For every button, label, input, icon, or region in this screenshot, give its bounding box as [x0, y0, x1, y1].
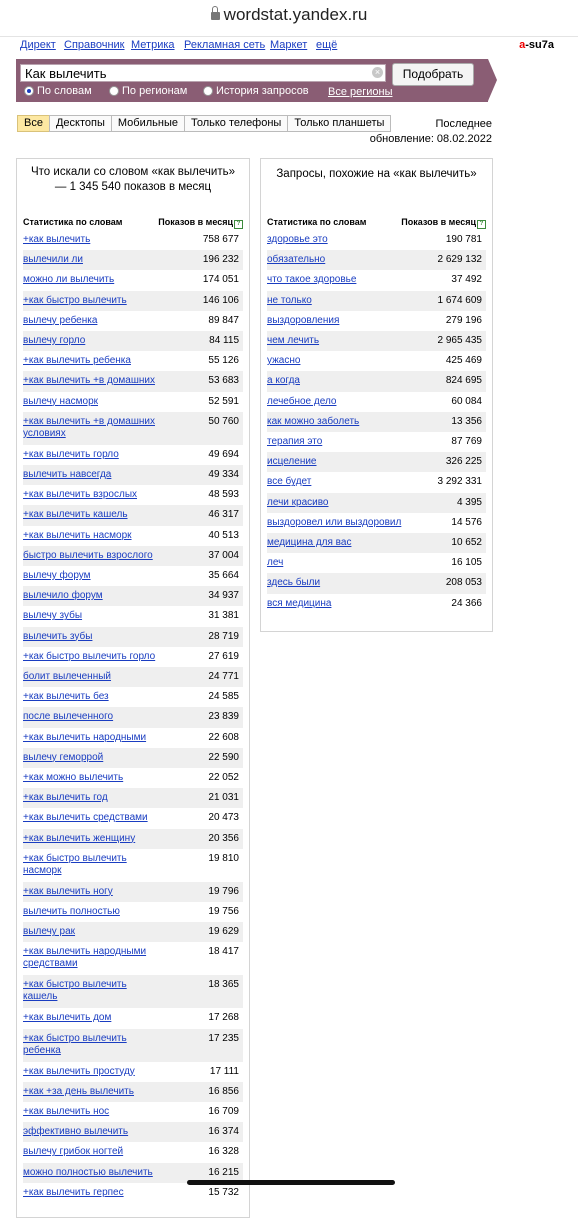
table-row	[23, 627, 243, 647]
keyword-link[interactable]: вылечу грибок ногтей	[23, 1146, 124, 1158]
shows-count: 17 111	[209, 1065, 239, 1077]
table-row	[267, 392, 486, 412]
shows-count: 37 004	[208, 549, 239, 561]
table-row	[23, 311, 243, 331]
user-login[interactable]: a-su7a	[519, 39, 554, 51]
keyword-link[interactable]: +как вылечить +в домашних условиях	[23, 415, 155, 439]
table-row	[23, 942, 243, 975]
column-header-shows: Показов в месяц ?	[401, 217, 486, 229]
shows-count: 3 292 331	[437, 476, 482, 488]
clear-icon[interactable]: ×	[372, 67, 383, 78]
browser-url-bar[interactable]	[0, 0, 578, 30]
shows-count: 48 593	[208, 489, 239, 501]
table-row	[23, 1029, 243, 1062]
nav-ad-network-link[interactable]: Рекламная сеть	[184, 39, 266, 51]
table-row	[23, 808, 243, 828]
table-row	[23, 546, 243, 566]
shows-count: 2 629 132	[437, 254, 482, 266]
shows-count: 174 051	[202, 274, 239, 286]
table-row	[23, 331, 243, 351]
table-header	[267, 217, 486, 229]
table-header	[23, 217, 243, 229]
nav-reference-link[interactable]: Справочник	[64, 39, 125, 51]
keyword-link[interactable]: выздоровления	[267, 314, 340, 326]
table-row	[267, 594, 486, 614]
shows-count: 89 847	[208, 314, 239, 326]
shows-count: 35 664	[208, 570, 239, 581]
help-icon[interactable]: ?	[234, 220, 243, 229]
shows-count: 279 196	[445, 314, 482, 326]
keyword-link[interactable]: можно ли вылечить	[23, 274, 115, 286]
shows-count: 1 674 609	[437, 294, 482, 306]
search-input[interactable]: Как вылечить	[20, 64, 386, 82]
tab-all[interactable]: Все	[17, 115, 50, 132]
keyword-link[interactable]: +как быстро вылечить насморк	[23, 852, 127, 876]
keyword-link[interactable]: здесь были	[267, 577, 321, 589]
table-row	[23, 270, 243, 290]
table-row	[23, 1102, 243, 1122]
keyword-link[interactable]: а когда	[267, 375, 300, 387]
column-header-words: Статистика по словам	[267, 217, 367, 227]
url-text: wordstat.yandex.ru	[223, 5, 368, 24]
tab-phones-only[interactable]: Только телефоны	[184, 115, 288, 132]
shows-count: 16 856	[208, 1085, 239, 1097]
table-row	[23, 371, 243, 391]
table-row	[267, 351, 486, 371]
shows-count: 52 591	[208, 395, 239, 407]
shows-count: 17 235	[208, 1032, 239, 1044]
shows-count: 37 492	[451, 274, 482, 286]
table-row	[23, 922, 243, 942]
table-row	[23, 465, 243, 485]
shows-count: 20 473	[208, 812, 239, 824]
shows-count: 758 677	[202, 234, 239, 245]
keyword-link[interactable]: +как быстро вылечить горло	[23, 650, 156, 662]
nav-more-link[interactable]: ещё	[316, 39, 338, 51]
shows-count: 19 629	[208, 926, 239, 938]
keyword-link[interactable]: что такое здоровье	[267, 274, 357, 286]
shows-count: 27 619	[208, 650, 239, 662]
keyword-link[interactable]: выздоровел или выздоровил	[267, 516, 402, 528]
table-row	[267, 513, 486, 533]
shows-count: 326 225	[445, 456, 482, 468]
nav-market-link[interactable]: Маркет	[270, 39, 308, 51]
shows-count: 14 576	[451, 516, 482, 528]
shows-count: 24 585	[208, 691, 239, 703]
table-row	[267, 493, 486, 513]
table-row	[23, 728, 243, 748]
table-row	[23, 902, 243, 922]
keyword-link[interactable]: +как вылечить народными средствами	[23, 946, 147, 970]
shows-count: 2 965 435	[437, 335, 482, 346]
keyword-link[interactable]: терапия это	[267, 436, 323, 447]
keyword-link[interactable]: вылечить навсегда	[23, 469, 112, 480]
keyword-link[interactable]: вылечили ли	[23, 254, 83, 266]
nav-direct-link[interactable]: Директ	[20, 39, 56, 51]
table-row	[23, 505, 243, 525]
keyword-link[interactable]: +как вылечить год	[23, 792, 108, 804]
table-row	[267, 331, 486, 351]
table-row	[267, 452, 486, 472]
lock-icon	[211, 12, 220, 20]
keyword-link[interactable]: можно полностью вылечить	[23, 1166, 153, 1178]
radio-history[interactable]: История запросов	[203, 85, 309, 97]
table-row	[23, 882, 243, 902]
shows-count: 46 317	[208, 509, 239, 521]
keyword-link[interactable]: +как вылечить женщину	[23, 832, 136, 844]
shows-count: 16 328	[208, 1146, 239, 1158]
table-row	[23, 445, 243, 465]
table-row	[23, 351, 243, 371]
shows-count: 13 356	[451, 415, 482, 427]
shows-count: 19 756	[208, 906, 239, 917]
shows-count: 55 126	[208, 355, 239, 367]
panel-title: Что искали со словом «как вылечить» — 1 345 540 показов в месяц	[31, 166, 235, 193]
keyword-link[interactable]: вылечу насморк	[23, 395, 99, 407]
shows-count: 16 105	[451, 557, 482, 569]
table-row	[23, 748, 243, 768]
table-row	[267, 291, 486, 311]
keyword-link[interactable]: вылечу форум	[23, 570, 91, 581]
shows-count: 10 652	[451, 537, 482, 548]
keyword-link[interactable]: вылечу рак	[23, 926, 76, 938]
update-date: обновление: 08.02.2022	[369, 133, 492, 145]
table-row	[23, 1122, 243, 1142]
tab-desktops[interactable]: Десктопы	[49, 115, 112, 132]
table-row	[23, 1142, 243, 1162]
shows-count: 49 334	[208, 469, 239, 480]
shows-count: 60 084	[451, 395, 482, 407]
column-header-shows: Показов в месяц ?	[158, 217, 243, 229]
table-row	[23, 975, 243, 1008]
keyword-link[interactable]: обязательно	[267, 254, 326, 266]
table-row	[23, 849, 243, 882]
table-row	[23, 250, 243, 270]
shows-count: 21 031	[208, 792, 239, 804]
shows-count: 84 115	[209, 335, 239, 346]
similar-queries-panel	[260, 158, 493, 632]
table-row	[23, 788, 243, 808]
keyword-link[interactable]: после вылеченного	[23, 711, 114, 723]
shows-count: 190 781	[445, 234, 482, 245]
shows-count: 4 395	[456, 496, 482, 508]
column-header-words: Статистика по словам	[23, 217, 123, 227]
table-row	[23, 687, 243, 707]
radio-by-regions[interactable]: По регионам	[109, 85, 187, 97]
shows-count: 16 215	[208, 1166, 239, 1178]
table-row	[267, 472, 486, 492]
table-row	[23, 707, 243, 727]
keyword-link[interactable]: +как вылечить без	[23, 691, 109, 703]
shows-count: 31 381	[208, 610, 239, 622]
keyword-link[interactable]: быстро вылечить взрослого	[23, 549, 153, 561]
keyword-link[interactable]: медицина для вас	[267, 537, 352, 548]
keyword-link[interactable]: вылечу ребенка	[23, 314, 98, 326]
keyword-link[interactable]: леч	[267, 557, 284, 569]
shows-count: 15 732	[208, 1186, 239, 1198]
table-row	[267, 432, 486, 452]
table-row	[267, 230, 486, 250]
tab-mobile[interactable]: Мобильные	[111, 115, 185, 132]
shows-count: 16 374	[208, 1126, 239, 1138]
shows-count: 20 356	[208, 832, 239, 844]
keyword-link[interactable]: исцеление	[267, 456, 317, 468]
shows-count: 49 694	[208, 448, 239, 460]
update-label: Последнее	[435, 118, 492, 130]
keyword-link[interactable]: +как вылечить +в домашних	[23, 375, 155, 387]
shows-count: 28 719	[208, 630, 239, 642]
table-row	[23, 412, 243, 445]
all-regions-link[interactable]: Все регионы	[328, 86, 393, 98]
shows-count: 34 937	[208, 590, 239, 602]
keyword-link[interactable]: +как вылечить народными	[23, 731, 147, 743]
keyword-link[interactable]: +как вылечить ребенка	[23, 355, 131, 367]
table-row	[267, 412, 486, 432]
table-row	[23, 566, 243, 586]
nav-metrika-link[interactable]: Метрика	[131, 39, 175, 51]
top-navigation	[0, 36, 578, 55]
keyword-link[interactable]: чем лечить	[267, 335, 320, 346]
words-stats-panel	[16, 158, 250, 1218]
keyword-link[interactable]: +как вылечить дом	[23, 1012, 112, 1024]
tab-tablets-only[interactable]: Только планшеты	[287, 115, 391, 132]
panel-title: Запросы, похожие на «как вылечить»	[276, 168, 477, 180]
table-row	[23, 1008, 243, 1028]
shows-count: 146 106	[202, 294, 239, 306]
shows-count: 24 771	[208, 671, 239, 682]
table-row	[23, 230, 243, 250]
keyword-link[interactable]: +как вылечить взрослых	[23, 489, 138, 501]
shows-count: 22 608	[208, 731, 239, 743]
keyword-link[interactable]: вылечить зубы	[23, 630, 93, 642]
keyword-link[interactable]: эффективно вылечить	[23, 1126, 129, 1138]
table-row	[267, 311, 486, 331]
table-row	[267, 250, 486, 270]
keyword-link[interactable]: вся медицина	[267, 597, 332, 609]
shows-count: 23 839	[208, 711, 239, 723]
shows-count: 50 760	[208, 415, 239, 427]
radio-checked-icon	[24, 86, 34, 96]
shows-count: 824 695	[445, 375, 482, 387]
shows-count: 87 769	[451, 436, 482, 447]
shows-count: 22 590	[208, 751, 239, 763]
radio-icon	[203, 86, 213, 96]
keyword-link[interactable]: не только	[267, 294, 312, 306]
radio-by-words[interactable]: По словам	[24, 85, 92, 97]
keyword-link[interactable]: +как вылечить нос	[23, 1106, 110, 1117]
table-row	[267, 533, 486, 553]
table-row	[23, 647, 243, 667]
keyword-link[interactable]: здоровье это	[267, 234, 328, 245]
shows-count: 18 365	[208, 979, 239, 991]
keyword-link[interactable]: все будет	[267, 476, 312, 488]
table-row	[23, 667, 243, 687]
keyword-link[interactable]: ужасно	[267, 355, 301, 367]
shows-count: 208 053	[445, 577, 482, 589]
keyword-link[interactable]: вылечить полностью	[23, 906, 120, 917]
search-band-arrow	[488, 59, 497, 101]
radio-icon	[109, 86, 119, 96]
table-row	[23, 1082, 243, 1102]
keyword-link[interactable]: +как можно вылечить	[23, 772, 124, 783]
table-row	[267, 573, 486, 593]
table-row	[23, 829, 243, 849]
shows-count: 19 810	[208, 852, 239, 864]
table-row	[23, 586, 243, 606]
submit-button[interactable]: Подобрать	[392, 63, 474, 86]
table-row	[23, 526, 243, 546]
table-row	[23, 1062, 243, 1082]
keyword-link[interactable]: +как быстро вылечить	[23, 294, 127, 306]
table-row	[23, 392, 243, 412]
keyword-link[interactable]: болит вылеченный	[23, 671, 112, 682]
shows-count: 425 469	[445, 355, 482, 367]
keyword-link[interactable]: +как +за день вылечить	[23, 1085, 134, 1097]
keyword-link[interactable]: +как вылечить средствами	[23, 812, 148, 824]
shows-count: 18 417	[208, 946, 239, 958]
keyword-link[interactable]: как можно заболеть	[267, 415, 360, 427]
keyword-link[interactable]: +как вылечить	[23, 234, 91, 245]
shows-count: 53 683	[208, 375, 239, 387]
keyword-link[interactable]: лечебное дело	[267, 395, 337, 407]
keyword-link[interactable]: вылечу горло	[23, 335, 86, 346]
keyword-link[interactable]: вылечу геморрой	[23, 751, 104, 763]
shows-count: 22 052	[208, 772, 239, 783]
shows-count: 17 268	[208, 1012, 239, 1024]
keyword-link[interactable]: +как вылечить простуду	[23, 1065, 135, 1077]
keyword-link[interactable]: +как вылечить ногу	[23, 885, 113, 897]
table-row	[23, 291, 243, 311]
help-icon[interactable]: ?	[477, 220, 486, 229]
keyword-link[interactable]: +как вылечить горло	[23, 448, 119, 460]
shows-count: 16 709	[208, 1106, 239, 1117]
keyword-link[interactable]: вылечу зубы	[23, 610, 83, 622]
keyword-link[interactable]: +как вылечить кашель	[23, 509, 128, 521]
table-row	[23, 606, 243, 626]
keyword-link[interactable]: +как вылечить герпес	[23, 1186, 124, 1198]
table-row	[23, 485, 243, 505]
shows-count: 24 366	[451, 597, 482, 609]
table-row	[23, 768, 243, 788]
shows-count: 40 513	[208, 529, 239, 541]
keyword-link[interactable]: вылечило форум	[23, 590, 103, 602]
keyword-link[interactable]: +как вылечить насморк	[23, 529, 132, 541]
keyword-link[interactable]: +как быстро вылечить ребенка	[23, 1032, 127, 1056]
keyword-link[interactable]: +как быстро вылечить кашель	[23, 979, 127, 1003]
home-indicator[interactable]	[187, 1180, 395, 1185]
shows-count: 19 796	[208, 885, 239, 897]
table-row	[267, 553, 486, 573]
shows-count: 196 232	[202, 254, 239, 266]
device-tabs	[17, 115, 390, 131]
table-row	[267, 371, 486, 391]
table-row	[267, 270, 486, 290]
keyword-link[interactable]: лечи красиво	[267, 496, 329, 508]
